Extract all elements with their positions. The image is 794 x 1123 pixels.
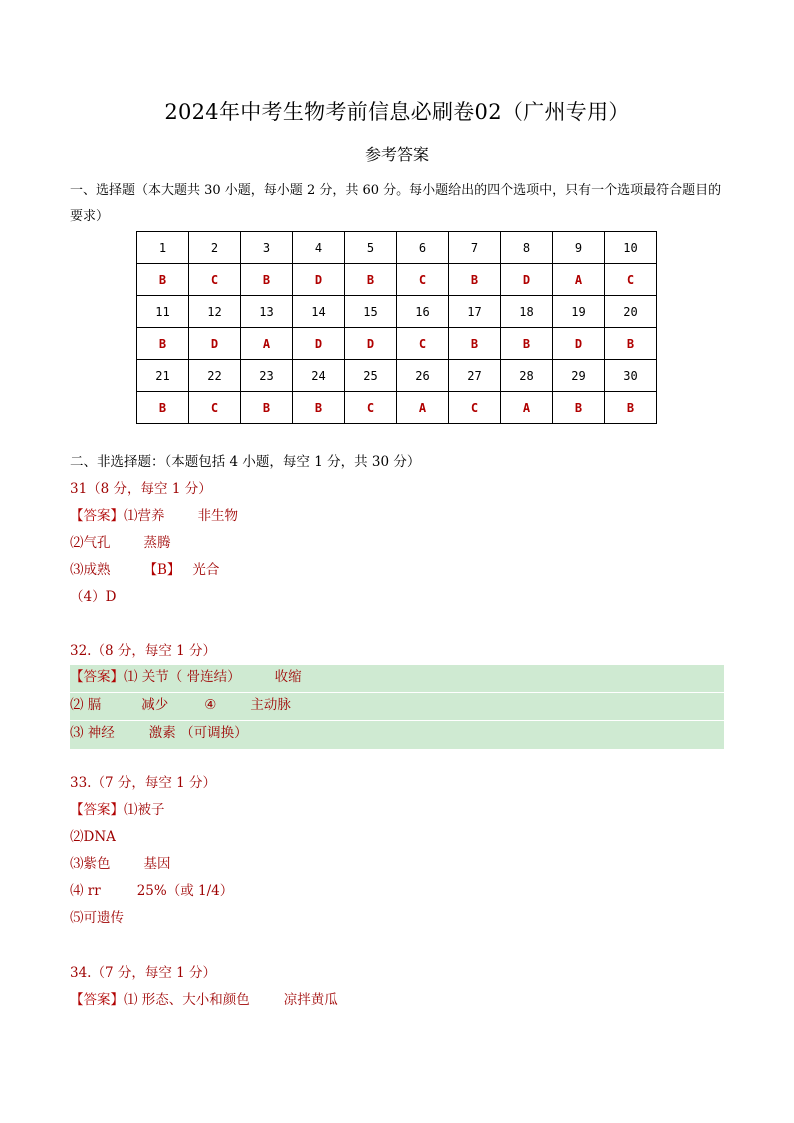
question-number: 28 [501, 360, 553, 392]
answer-cell: D [345, 328, 397, 360]
q33-answer-line-3 [70, 851, 724, 878]
answer-tag: 【答案】 [70, 992, 124, 1008]
answer-cell: B [137, 392, 189, 424]
answer-cell: D [293, 328, 345, 360]
answer-cell: B [553, 392, 605, 424]
table-row [137, 392, 657, 424]
q34-blank: ⑴ 形态、大小和颜色 [124, 992, 250, 1008]
q32-answer-line-3 [70, 720, 724, 747]
question-number: 24 [293, 360, 345, 392]
q33-answer-line-4 [70, 878, 724, 905]
question-number: 25 [345, 360, 397, 392]
table-row [137, 264, 657, 296]
table-row [137, 360, 657, 392]
q32-blank: ⑵ 膈 [70, 697, 102, 713]
answer-cell: D [189, 328, 241, 360]
answer-cell: B [449, 264, 501, 296]
q32-header: 32.（8 分，每空 1 分） [70, 643, 217, 659]
question-number: 27 [449, 360, 501, 392]
q31-blank: 光合 [192, 562, 220, 578]
q31-blank: 非生物 [197, 508, 238, 524]
question-number: 1 [137, 232, 189, 264]
question-number: 2 [189, 232, 241, 264]
answer-cell: B [241, 264, 293, 296]
answer-cell: C [397, 264, 449, 296]
q33-header: 33.（7 分，每空 1 分） [70, 775, 217, 791]
answer-cell: C [605, 264, 657, 296]
answer-cell: C [345, 392, 397, 424]
q31-answer-line-1 [70, 503, 724, 530]
q34-header: 34.（7 分，每空 1 分） [70, 965, 217, 981]
question-number: 23 [241, 360, 293, 392]
q32-blank: 收缩 [274, 669, 302, 685]
table-row [137, 328, 657, 360]
question-number: 29 [553, 360, 605, 392]
q32-blank: ⑴ 关节（ 骨连结） [124, 669, 241, 685]
question-number: 21 [137, 360, 189, 392]
q31-answer-line-3 [70, 557, 724, 584]
question-number: 8 [501, 232, 553, 264]
q34-blank: 凉拌黄瓜 [283, 992, 338, 1008]
question-number: 6 [397, 232, 449, 264]
q32-blank: ④ [204, 697, 217, 713]
section1-heading: 一、选择题（本大题共 30 小题，每小题 2 分，共 60 分。每小题给出的四个选项中，只有一个选项最符合题目的要求） [70, 183, 722, 224]
question-number: 26 [397, 360, 449, 392]
question-number: 13 [241, 296, 293, 328]
answer-table [136, 231, 657, 424]
answer-cell: B [137, 328, 189, 360]
section2-heading: 二、非选择题：（本题包括 4 小题，每空 1 分，共 30 分） [70, 454, 421, 470]
answer-cell: B [605, 392, 657, 424]
answer-cell: B [605, 328, 657, 360]
answer-cell: B [345, 264, 397, 296]
question-number: 15 [345, 296, 397, 328]
q33-blank: 25%（或 1/4） [136, 883, 234, 899]
answer-tag: 【答案】 [70, 802, 124, 818]
table-row [137, 232, 657, 264]
answer-cell: B [137, 264, 189, 296]
page-subtitle: 参考答案 [364, 145, 429, 164]
answer-cell: A [553, 264, 605, 296]
q31-blank: ⑵气孔 [70, 535, 111, 551]
q33-answer-line-2: ⑵DNA [70, 829, 116, 845]
question-number: 10 [605, 232, 657, 264]
answer-cell: D [553, 328, 605, 360]
q33-blank: ⑴被子 [124, 802, 165, 818]
answer-cell: C [397, 328, 449, 360]
page-title: 2024年中考生物考前信息必刷卷02（广州专用） [164, 100, 630, 124]
answer-tag: 【答案】 [70, 669, 124, 685]
question-number: 17 [449, 296, 501, 328]
question-number: 30 [605, 360, 657, 392]
q33-answer-line-5: ⑸可遗传 [70, 910, 124, 926]
answer-cell: B [293, 392, 345, 424]
table-row [137, 296, 657, 328]
q31-header: 31（8 分，每空 1 分） [70, 481, 212, 497]
q33-answer-line-1 [70, 797, 724, 824]
question-number: 18 [501, 296, 553, 328]
answer-cell: D [293, 264, 345, 296]
question-number: 9 [553, 232, 605, 264]
answer-cell: C [449, 392, 501, 424]
question-number: 11 [137, 296, 189, 328]
question-number: 12 [189, 296, 241, 328]
q31-blank: ⑴营养 [124, 508, 165, 524]
question-number: 14 [293, 296, 345, 328]
q31-blank: 蒸腾 [143, 535, 171, 551]
q34-answer-line-1 [70, 987, 724, 1014]
answer-cell: B [449, 328, 501, 360]
q32-answer-line-2 [70, 692, 724, 719]
question-number: 7 [449, 232, 501, 264]
question-number: 16 [397, 296, 449, 328]
q31-answer-line-4: （4）D [70, 589, 117, 605]
q32-blank: 主动脉 [250, 697, 291, 713]
q32-blank: ⑶ 神经 [70, 725, 115, 741]
answer-cell: A [501, 392, 553, 424]
question-number: 5 [345, 232, 397, 264]
q31-blank: ⑶成熟 [70, 562, 111, 578]
answer-cell: A [241, 328, 293, 360]
answer-cell: D [501, 264, 553, 296]
answer-cell: C [189, 392, 241, 424]
question-number: 4 [293, 232, 345, 264]
q32-blank: 减少 [141, 697, 169, 713]
q32-answer-line-1 [70, 664, 724, 691]
q31-answer-line-2 [70, 530, 724, 557]
answer-cell: B [501, 328, 553, 360]
question-number: 20 [605, 296, 657, 328]
answer-cell: B [241, 392, 293, 424]
question-number: 19 [553, 296, 605, 328]
q33-blank: ⑷ rr [70, 883, 101, 899]
q33-blank: 基因 [143, 856, 171, 872]
answer-cell: C [189, 264, 241, 296]
q31-blank: 【B】 [143, 562, 181, 578]
answer-cell: A [397, 392, 449, 424]
q32-blank: 激素 （可调换） [148, 725, 248, 741]
question-number: 22 [189, 360, 241, 392]
answer-tag: 【答案】 [70, 508, 124, 524]
q33-blank: ⑶紫色 [70, 856, 111, 872]
question-number: 3 [241, 232, 293, 264]
